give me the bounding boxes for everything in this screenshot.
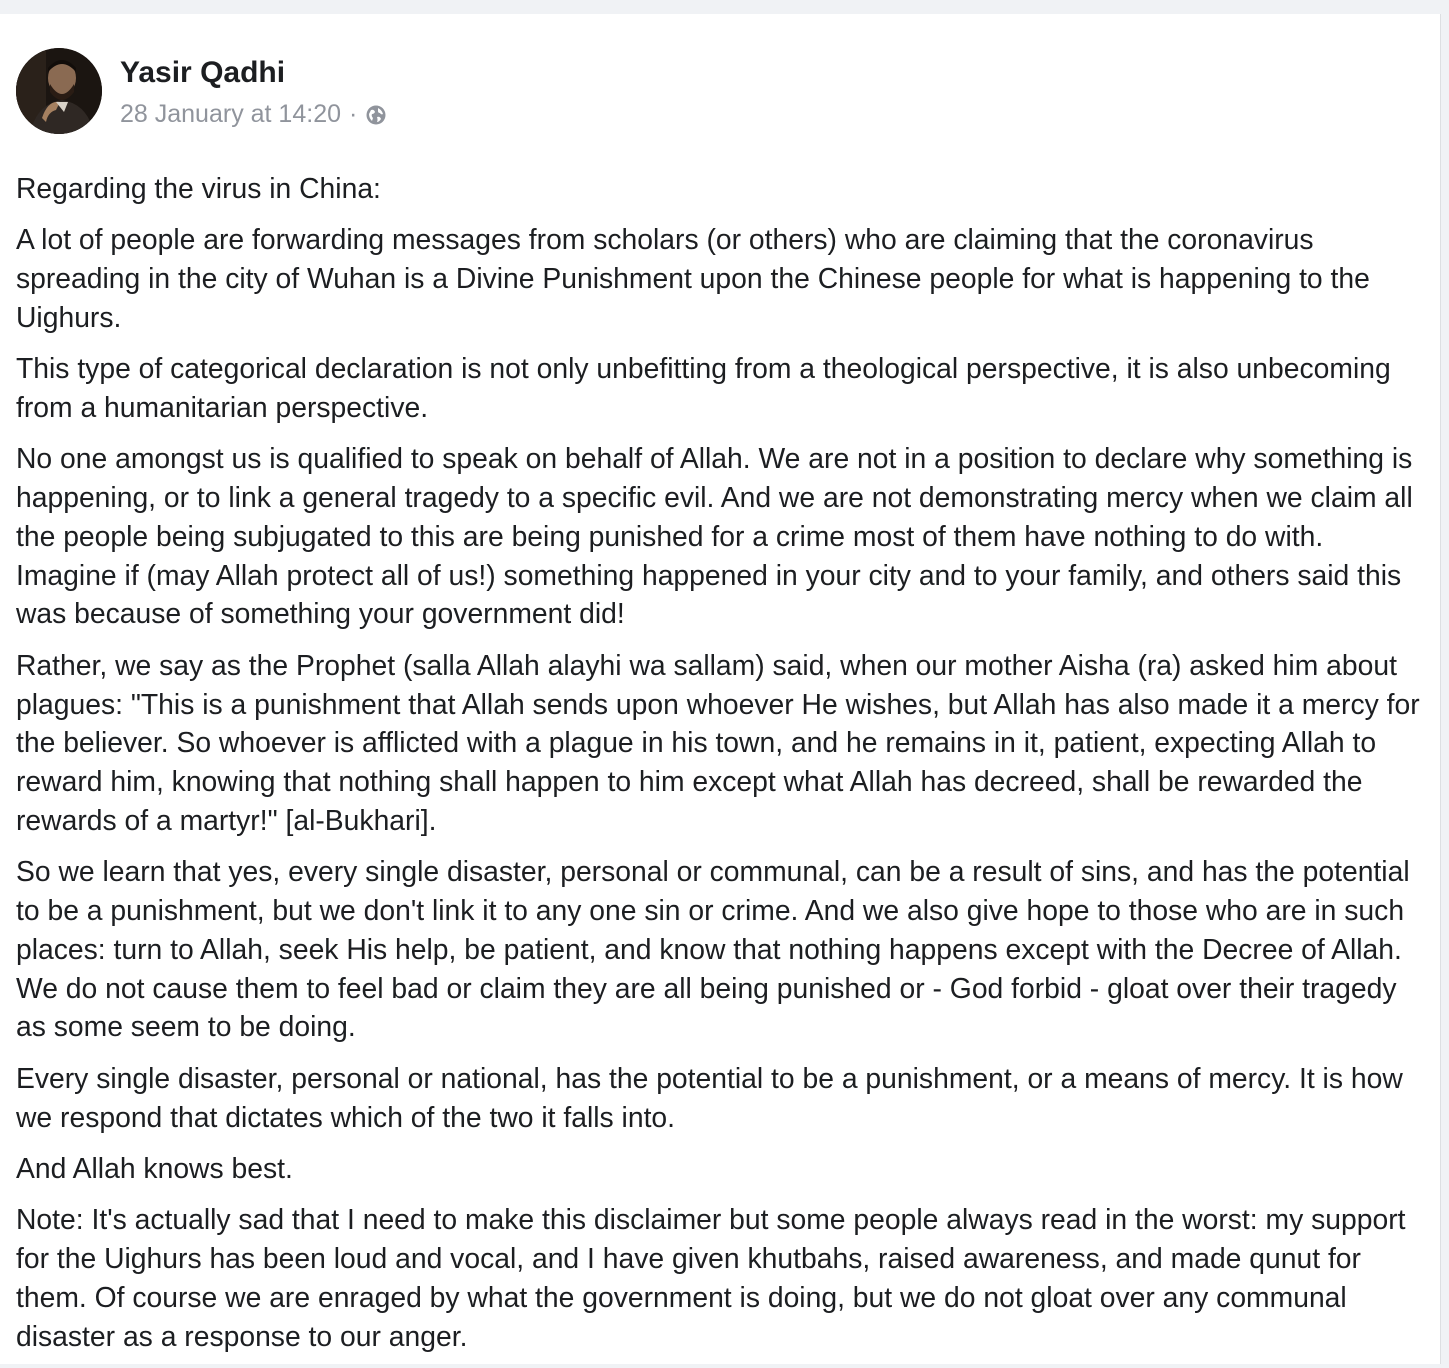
post-paragraph: No one amongst us is qualified to speak on behalf of Allah. We are not in a position to declare why something is happening, or to link a general tragedy to a specific evil. And we are not demonstrating mercy when we claim all the people being subjugated to this are being punished for a crime most of them have nothing to do with. Imagine if (may Allah protect all of us!) something happened in your city and to your family, and others said this was because of something your government did!	[16, 442, 1413, 630]
post-paragraph: Every single disaster, personal or national, has the potential to be a punishment, or a means of mercy. It is how we respond that dictates which of the two it falls into.	[16, 1061, 1403, 1133]
globe-icon[interactable]	[365, 104, 387, 126]
top-bar	[0, 0, 1449, 14]
post-paragraph: A lot of people are forwarding messages from scholars (or others) who are claiming that the coronavirus spreading in the city of Wuhan is a Divine Punishment upon the Chinese people for what is happening to the Uighurs.	[16, 223, 1370, 333]
meta-separator: ·	[349, 100, 358, 128]
post-paragraph: So we learn that yes, every single disaster, personal or communal, can be a result of sins, and has the potential to be a punishment, but we don't link it to any one sin or crime. And we also give hope to those who are in such places: turn to Allah, seek His help, be patient, and know that nothing happens except with the Decree of Allah. We do not cause them to feel bad or claim they are all being punished or - God forbid - gloat over their tragedy as some seem to be doing.	[16, 855, 1410, 1043]
post-paragraph: And Allah knows best.	[16, 1151, 293, 1184]
avatar[interactable]	[16, 48, 102, 134]
post-meta	[120, 100, 387, 129]
post-paragraph: This type of categorical declaration is not only unbefitting from a theological perspective, it is also unbecoming from a humanitarian perspective.	[16, 352, 1391, 423]
post-card	[0, 14, 1441, 1364]
post-body	[16, 169, 1426, 1368]
post-paragraph: Rather, we say as the Prophet (salla Allah alayhi wa sallam) said, when our mother Aisha (ra) asked him about plagues: "This is a punishment that Allah sends upon whoever He wishes, but Allah has also made it a mercy for the believer. So whoever is afflicted with a plague in his town, and he remains in it, patient, expecting Allah to reward him, knowing that nothing shall happen to him except what Allah has decreed, shall be rewarded the rewards of a martyr!" [al-Bukhari].	[16, 648, 1420, 836]
post-paragraph: Regarding the virus in China:	[16, 172, 381, 204]
avatar-photo	[16, 48, 102, 134]
post-paragraph: Note: It's actually sad that I need to make this disclaimer but some people always read in the worst: my support for the Uighurs has been loud and vocal, and I have given khutbahs, raised awareness, and made qunut for them. Of course we are enraged by what the government is doing, but we do not gloat over any communal disaster as a response to our anger.	[16, 1203, 1406, 1352]
post-timestamp[interactable]: 28 January at 14:20	[120, 100, 341, 128]
author-name[interactable]: Yasir Qadhi	[120, 56, 286, 89]
